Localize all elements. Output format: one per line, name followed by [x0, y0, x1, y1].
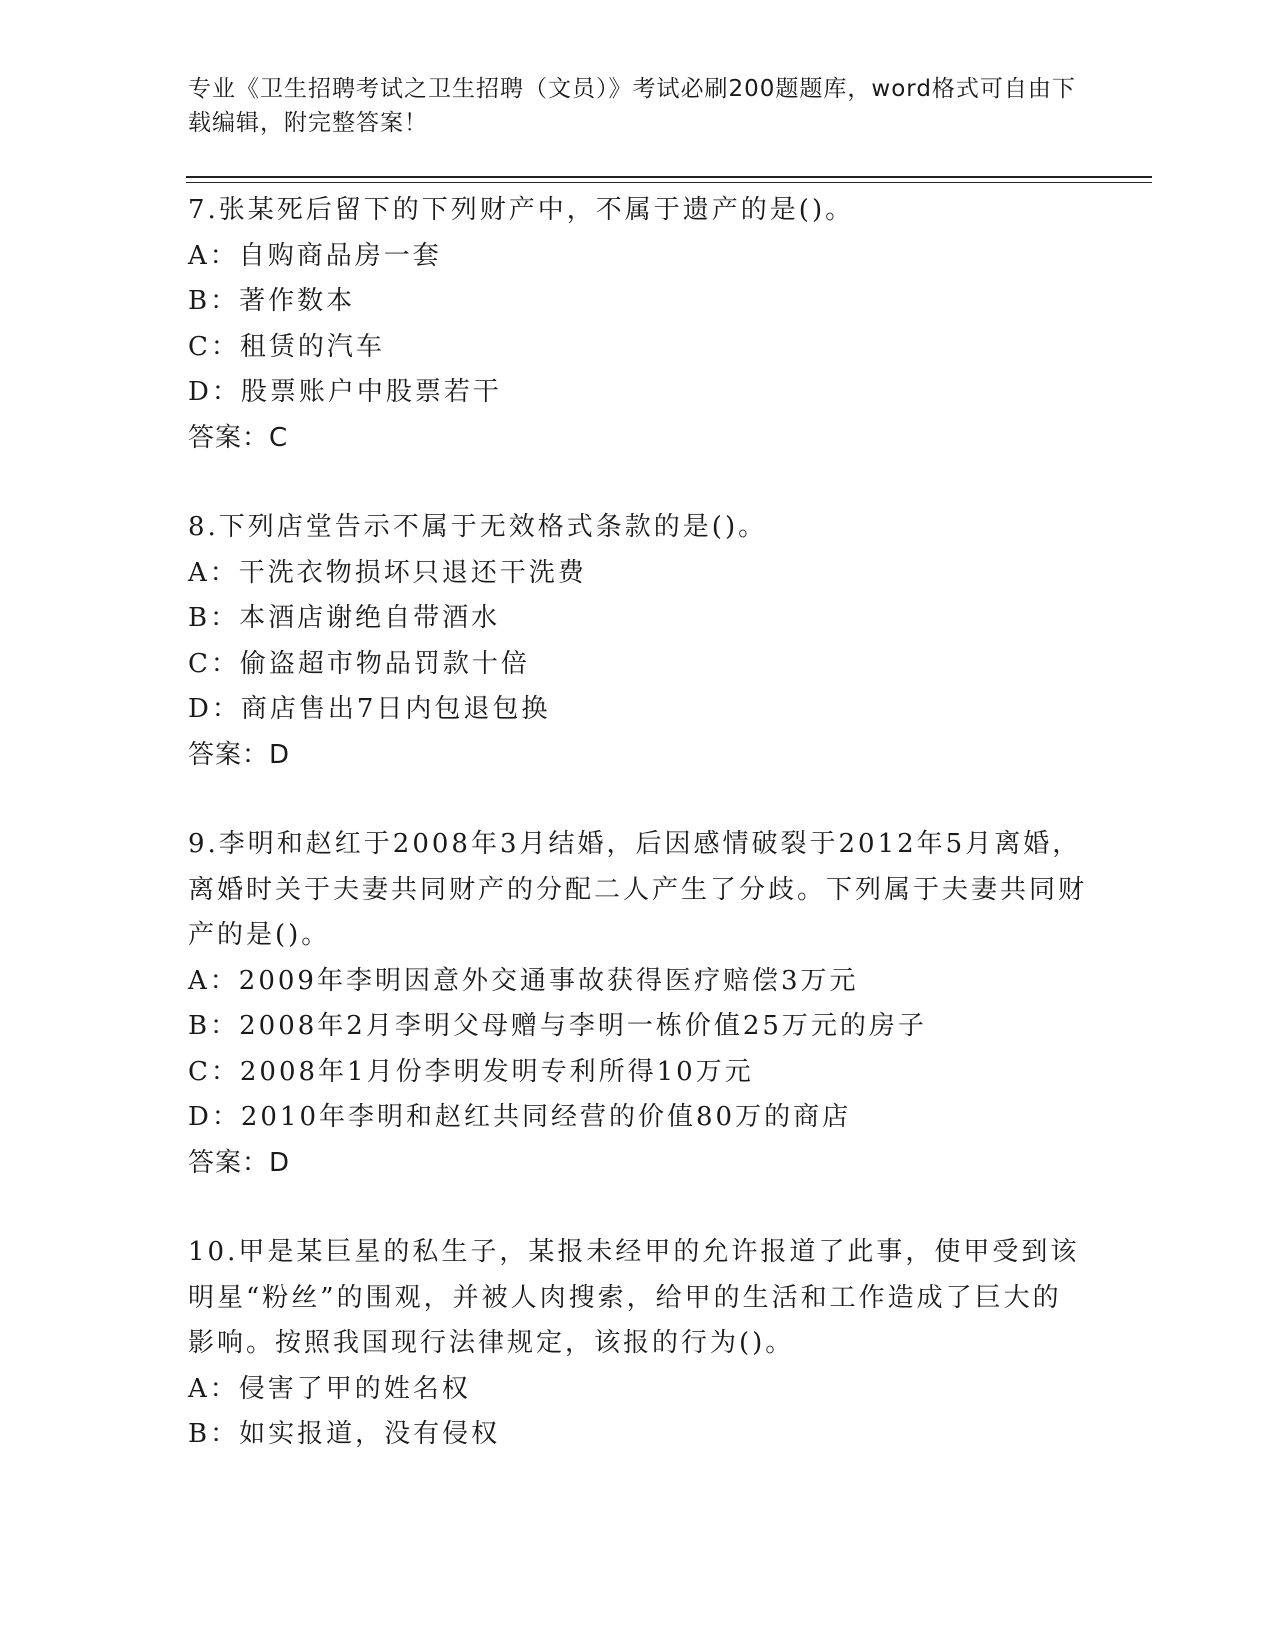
document-header: 专业《卫生招聘考试之卫生招聘（文员）》考试必刷200题题库，word格式可自由下载编辑，附完整答案！ [188, 76, 1076, 136]
header-divider-thin [186, 182, 1152, 183]
option-c: C：2008年1月份李明发明专利所得10万元 [188, 1056, 754, 1087]
option-b: B：2008年2月李明父母赠与李明一栋价值25万元的房子 [188, 1011, 927, 1041]
option-b: B：本酒店谢绝自带酒水 [188, 603, 501, 633]
option-a: A：2009年李明因意外交通事故获得医疗赔偿3万元 [188, 965, 859, 996]
option-d: D：股票账户中股票若干 [188, 377, 502, 407]
header-divider-thick [186, 176, 1152, 178]
option-d: D：商店售出7日内包退包换 [188, 694, 551, 724]
option-a: A：侵害了甲的姓名权 [188, 1373, 471, 1404]
option-c: C：租赁的汽车 [188, 331, 385, 362]
option-c: C：偷盗超市物品罚款十倍 [188, 648, 530, 679]
question-10 [188, 1230, 1088, 1458]
question-8 [188, 505, 1088, 778]
answer-line: 答案：D [188, 1147, 291, 1178]
question-stem: 9.李明和赵红于2008年3月结婚，后因感情破裂于2012年5月离婚，离婚时关于夫妻共同财产的分配二人产生了分歧。下列属于夫妻共同财产的是()。 [188, 829, 1088, 950]
question-stem: 8.下列店堂告示不属于无效格式条款的是()。 [188, 512, 768, 542]
question-9 [188, 822, 1088, 1186]
answer-line: 答案：C [188, 422, 289, 453]
option-d: D：2010年李明和赵红共同经营的价值80万的商店 [188, 1102, 852, 1132]
question-list [188, 188, 1088, 1502]
answer-line: 答案：D [188, 739, 291, 770]
option-a: A：干洗衣物损坏只退还干洗费 [188, 557, 587, 588]
question-7 [188, 188, 1088, 461]
question-stem: 10.甲是某巨星的私生子，某报未经甲的允许报道了此事，使甲受到该明星“粉丝”的围观，并被人肉搜索，给甲的生活和工作造成了巨大的影响。按照我国现行法律规定，该报的行为()。 [188, 1237, 1080, 1358]
option-b: B：如实报道，没有侵权 [188, 1419, 501, 1449]
question-stem: 7.张某死后留下的下列财产中，不属于遗产的是()。 [188, 195, 855, 225]
option-a: A：自购商品房一套 [188, 240, 442, 271]
option-b: B：著作数本 [188, 286, 356, 316]
